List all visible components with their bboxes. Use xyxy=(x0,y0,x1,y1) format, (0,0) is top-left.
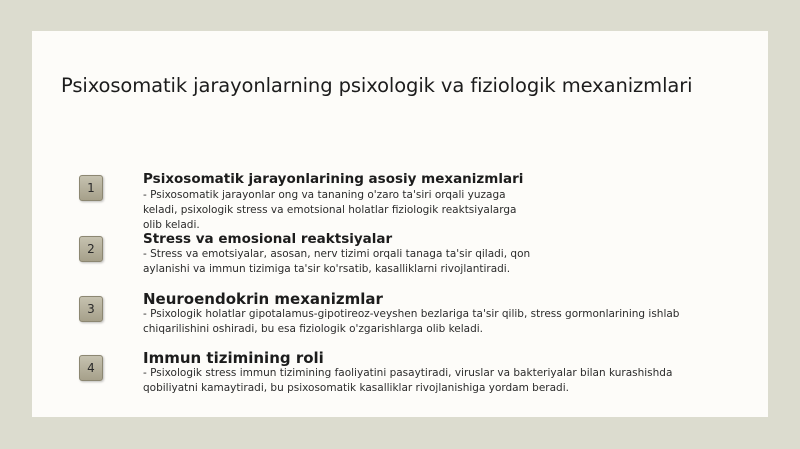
item-heading-3: Neuroendokrin mexanizmlar xyxy=(143,290,383,308)
slide-title: Psixosomatik jarayonlarning psixologik va fiziologik mexanizmlari xyxy=(61,74,693,97)
item-description-4: - Psixologik stress immun tizimining faoliyatini pasaytiradi, viruslar va bakteriyalar bilan kurashishda qobiliyatni kamaytiradi, bu psixosomatik kasalliklar rivojlanishiga yordam beradi. xyxy=(143,367,673,394)
item-number-badge-1: 1 xyxy=(79,175,103,201)
item-description-1: - Psixosomatik jarayonlar ong va tananing o'zaro ta'siri orqali yuzaga keladi, psixologik stress va emotsional holatlar fiziologik reaktsiyalarga olib keladi. xyxy=(143,189,517,231)
item-number-badge-3: 3 xyxy=(79,296,103,322)
item-description-3: - Psixologik holatlar gipotalamus-gipotireoz-veyshen bezlariga ta'sir qilib, stress gormonlarining ishlab chiqarilishini oshiradi, bu esa fiziologik o'zgarishlarga olib keladi. xyxy=(143,308,680,335)
slide xyxy=(32,31,768,417)
item-description-2: - Stress va emotsiyalar, asosan, nerv tizimi orqali tanaga ta'sir qiladi, qon aylanishi va immun tizimiga ta'sir ko'rsatib, kasalliklarni rivojlantiradi. xyxy=(143,248,531,275)
item-heading-4: Immun tizimining roli xyxy=(143,349,324,367)
item-number-badge-2: 2 xyxy=(79,236,103,262)
item-heading-1: Psixosomatik jarayonlarining asosiy mexanizmlari xyxy=(143,171,524,187)
item-heading-2: Stress va emosional reaktsiyalar xyxy=(143,231,393,247)
item-number-badge-4: 4 xyxy=(79,355,103,381)
